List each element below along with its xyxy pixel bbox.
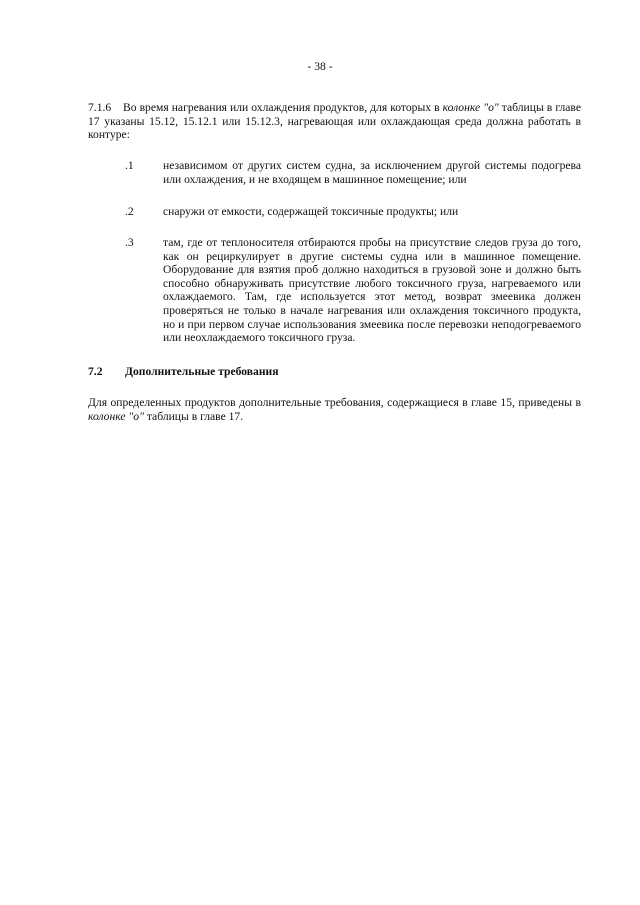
list-item-text: независимом от других систем судна, за исключением другой системы подогрева или охлаждения, и не входящем в машинное помещение; или xyxy=(163,159,581,186)
list-item-marker: .1 xyxy=(125,159,134,172)
list-item-text: снаружи от емкости, содержащей токсичные продукты; или xyxy=(163,205,459,218)
paragraph-number: 7.1.6 xyxy=(88,101,112,114)
column-reference: колонке "o" xyxy=(442,101,499,114)
list-item xyxy=(125,159,581,186)
paragraph-text-start: Во время нагревания или охлаждения продуктов, для которых в xyxy=(123,101,443,114)
paragraph-text-end: таблицы в главе 17 указаны 15.12, 15.12.1 или 15.12.3, нагревающая или охлаждающая среда должна работать в контуре: xyxy=(88,101,581,142)
column-reference: колонке "o" xyxy=(88,409,144,423)
paragraph-7-2 xyxy=(88,396,581,423)
paragraph-7-1-6 xyxy=(88,101,581,142)
paragraph-text-end: таблицы в главе 17. xyxy=(143,409,244,423)
paragraph-text-start: Для определенных продуктов дополнительные требования, содержащиеся в главе 15, приведены в xyxy=(88,396,581,409)
list-item xyxy=(125,205,581,219)
list-item-text: там, где от теплоносителя отбираются пробы на присутствие следов груза до того, как он рециркулирует в другие системы судна или в машинное помещение. Оборудование для взятия проб должно находиться в грузовой зоне и должно быть способно обнаруживать присутствие любого токсичного груза, нагреваемого или охлаждаемого. Там, где используется этот метод, возврат змеевика должен проверяться не только в начале нагревания или охлаждения токсичного продукта, но и при первом случае использования змеевика после перевозки неподогреваемого или неохлаждаемого токсичного груза. xyxy=(163,236,581,345)
list-item xyxy=(125,236,581,345)
section-title: Дополнительные требования xyxy=(125,365,279,378)
page-number: - 38 - xyxy=(307,60,333,73)
section-number: 7.2 xyxy=(88,365,103,378)
list-item-marker: .2 xyxy=(125,205,134,218)
section-heading-7-2 xyxy=(88,365,581,379)
list-item-marker: .3 xyxy=(125,236,134,249)
